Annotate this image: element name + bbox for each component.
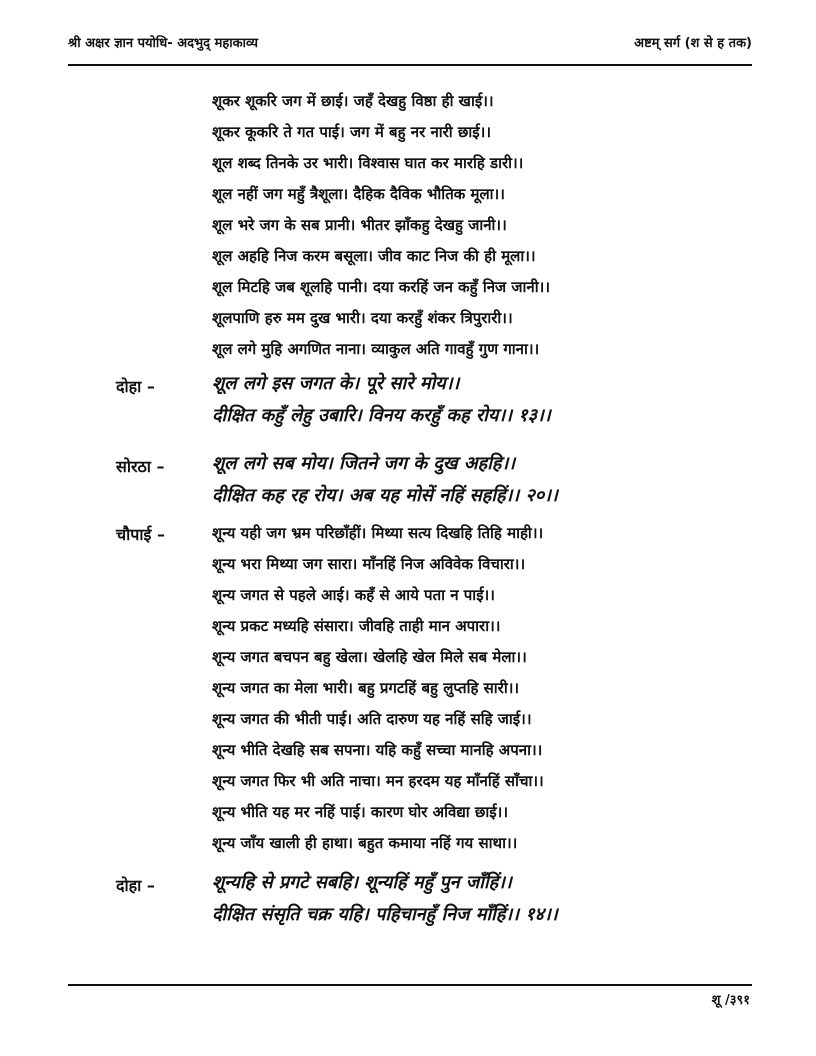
chaupai-line: शून्य जगत की भीती पाई। अति दारुण यह नहिं सहि जाई।। xyxy=(212,710,532,728)
verse-line: शूल शब्द तिनके उर भारी। विश्वास घात कर मारहि डारी।। xyxy=(212,154,524,172)
chaupai-line: शून्य भीति यह मर नहिं पाई। कारण घोर अविद्या छाई।। xyxy=(212,803,509,821)
verse-line: शूल मिटहि जब शूलहि पानी। दया करहिं जन कहुँ निज जानी।। xyxy=(212,278,551,296)
soratha-block xyxy=(212,448,558,512)
soratha-label: सोरठा – xyxy=(116,457,165,476)
soratha-line: शूल लगे सब मोय। जितने जग के दुख अहहि।। xyxy=(212,453,516,474)
verse-line: शूलपाणि हरु मम दुख भारी। दया करहुँ शंकर त्रिपुरारी।। xyxy=(212,309,513,327)
chaupai-line: शून्य जगत बचपन बहु खेला। खेलहि खेल मिले सब मेला।। xyxy=(212,648,527,666)
doha-line: दीक्षित कहुँ लेहु उबारि। विनय करहुँ कह रोय।। १३।। xyxy=(212,405,551,426)
doha-block-1 xyxy=(212,368,551,432)
header-book-title: श्री अक्षर ज्ञान पयोधि- अदभुद् महाकाव्य xyxy=(68,36,258,51)
page-number: शू /३९१ xyxy=(711,993,750,1008)
chaupai-line: शून्य भरा मिथ्या जग सारा। माँनहिं निज अविवेक विचारा।। xyxy=(212,555,526,573)
doha-label: दोहा – xyxy=(116,377,155,396)
header-chapter-title: अष्टम् सर्ग (श से ह तक) xyxy=(634,36,752,51)
chaupai-block xyxy=(212,518,544,859)
verse-block-1 xyxy=(212,86,550,365)
doha-label: दोहा – xyxy=(116,876,155,895)
chaupai-line: शून्य भीति देखहि सब सपना। यहि कहुँ सच्चा मानहि अपना।। xyxy=(212,741,543,759)
doha-line: शून्यहि से प्रगटे सबहि। शून्यहिं महुँ पुन जाँहिं।। xyxy=(212,872,512,893)
chaupai-line: शून्य जगत से पहले आई। कहँ से आये पता न पाई।। xyxy=(212,586,495,604)
doha-line: दीक्षित संसृति चक्र यहि। पहिचानहुँ निज माँहिं।। १४।। xyxy=(212,904,558,925)
chaupai-line: शून्य जगत का मेला भारी। बहु प्रगटहिं बहु लुप्तहि सारी।। xyxy=(212,679,520,697)
chaupai-line: शून्य जगत फिर भी अति नाचा। मन हरदम यह माँनहिं साँचा।। xyxy=(212,772,544,790)
verse-line: शूल भरे जग के सब प्रानी। भीतर झाँकहु देखहु जानी।। xyxy=(212,216,507,234)
chaupai-line: शून्य यही जग भ्रम परिछाँहीं। मिथ्या सत्य दिखहि तिहि माही।। xyxy=(212,524,544,542)
doha-block-2 xyxy=(212,867,558,931)
chaupai-line: शून्य जाँय खाली ही हाथा। बहुत कमाया नहिं गय साथा।। xyxy=(212,834,518,852)
verse-line: शूल नहीं जग महुँ त्रैशूला। दैहिक दैविक भौतिक मूला।। xyxy=(212,185,505,203)
soratha-line: दीक्षित कह रह रोय। अब यह मोसें नहिं सहहिं।। २०।। xyxy=(212,485,558,506)
page-header xyxy=(68,34,752,66)
footer-divider xyxy=(68,984,752,986)
chaupai-line: शून्य प्रकट मध्यहि संसारा। जीवहि ताही मान अपारा।। xyxy=(212,617,501,635)
doha-line: शूल लगे इस जगत के। पूरे सारे मोय।। xyxy=(212,373,460,394)
verse-line: शूकर कूकरि ते गत पाई। जग में बहु नर नारी छाई।। xyxy=(212,123,492,141)
verse-line: शूल लगे मुहि अगणित नाना। व्याकुल अति गावहुँ गुण गाना।। xyxy=(212,340,540,358)
verse-line: शूल अहहि निज करम बसूला। जीव काट निज की ही मूला।। xyxy=(212,247,536,265)
verse-line: शूकर शूकरि जग में छाई। जहँ देखहु विष्ठा ही खाई।। xyxy=(212,92,494,110)
chaupai-label: चौपाई – xyxy=(116,525,165,544)
